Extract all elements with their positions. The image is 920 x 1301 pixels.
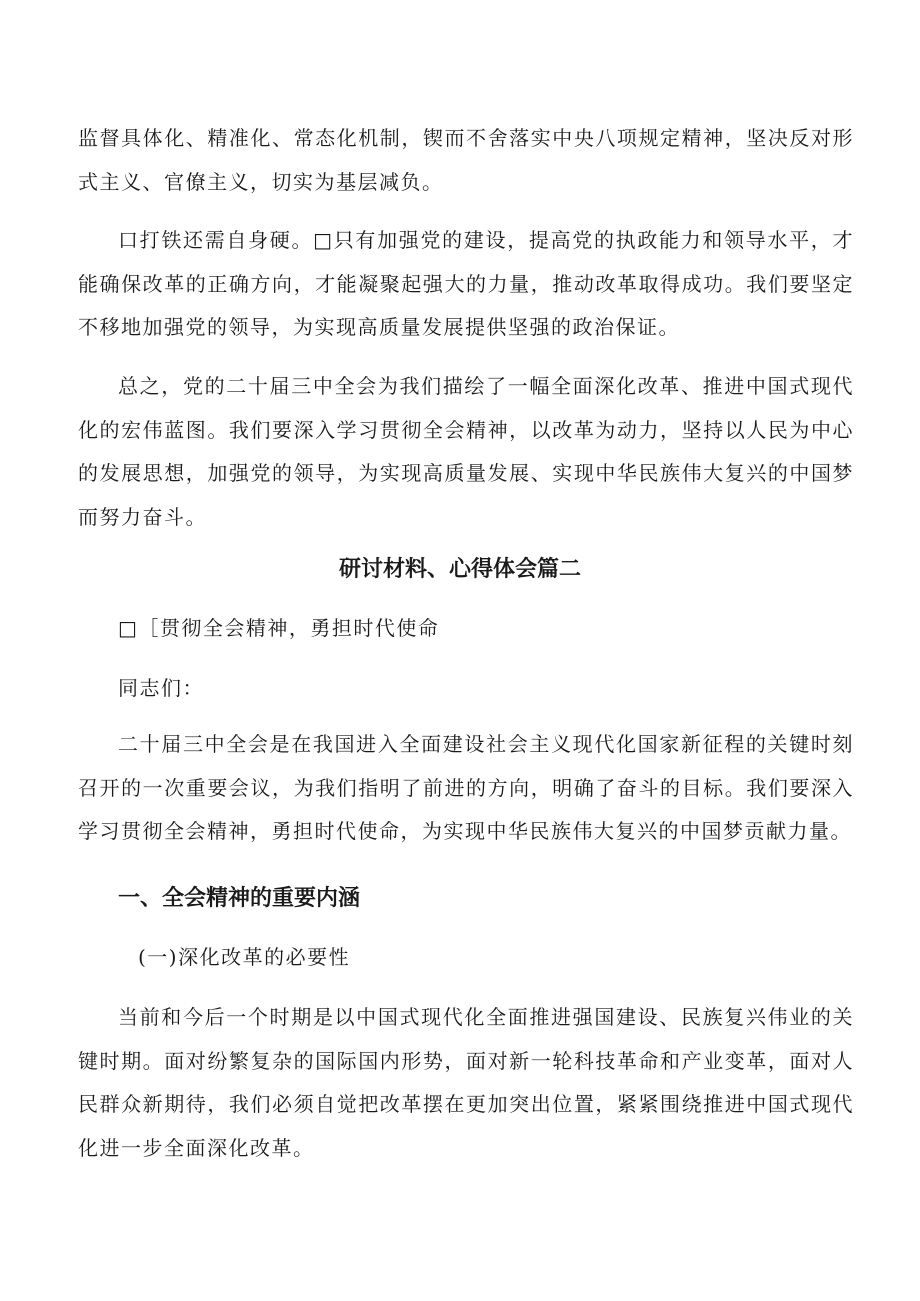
paragraph-conclusion: 总之，党的二十届三中全会为我们描绘了一幅全面深化改革、推进中国式现代化的宏伟蓝图。我们要深入学习贯彻全会精神，以改革为动力，坚持以人民为中心的发展思想，加强党的领导，为实现高质量发展、实现中华民族伟大复兴的中国梦而努力奋斗。: [78, 374, 854, 529]
paragraph-reform-necessity: 当前和今后一个时期是以中国式现代化全面推进强国建设、民族复兴伟业的关键时期。面对纷繁复杂的国际国内形势，面对新一轮科技革命和产业变革，面对人民群众新期待，我们必须自觉把改革摆在更加突出位置，紧紧围绕推进中国式现代化进一步全面深化改革。: [78, 1005, 854, 1160]
section-title: 研讨材料、心得体会篇二: [338, 557, 581, 582]
subheading-reform-necessity: (一)深化改革的必要性: [138, 945, 351, 969]
paragraph-plenum-overview: 二十届三中全会是在我国进入全面建设社会主义现代化国家新征程的关键时刻召开的一次重要会议，为我们指明了前进的方向，明确了奋斗的目标。我们要深入学习贯彻全会精神，勇担时代使命，为实现中华民族伟大复兴的中国梦贡献力量。: [78, 732, 854, 843]
paragraph-intro-continuation: 监督具体化、精准化、常态化机制，锲而不舍落实中央八项规定精神，坚决反对形式主义、官僚主义，切实为基层减负。: [78, 126, 854, 194]
section-subtitle: □［贯彻全会精神，勇担时代使命: [118, 616, 440, 640]
paragraph-party-building: 口打铁还需自身硬。□只有加强党的建设，提高党的执政能力和领导水平，才能确保改革的正确方向，才能凝聚起强大的力量，推动改革取得成功。我们要坚定不移地加强党的领导，为实现高质量发展提供坚强的政治保证。: [78, 228, 854, 339]
greeting: 同志们：: [118, 676, 204, 700]
heading-plenum-connotation: 一、全会精神的重要内涵: [118, 886, 361, 911]
